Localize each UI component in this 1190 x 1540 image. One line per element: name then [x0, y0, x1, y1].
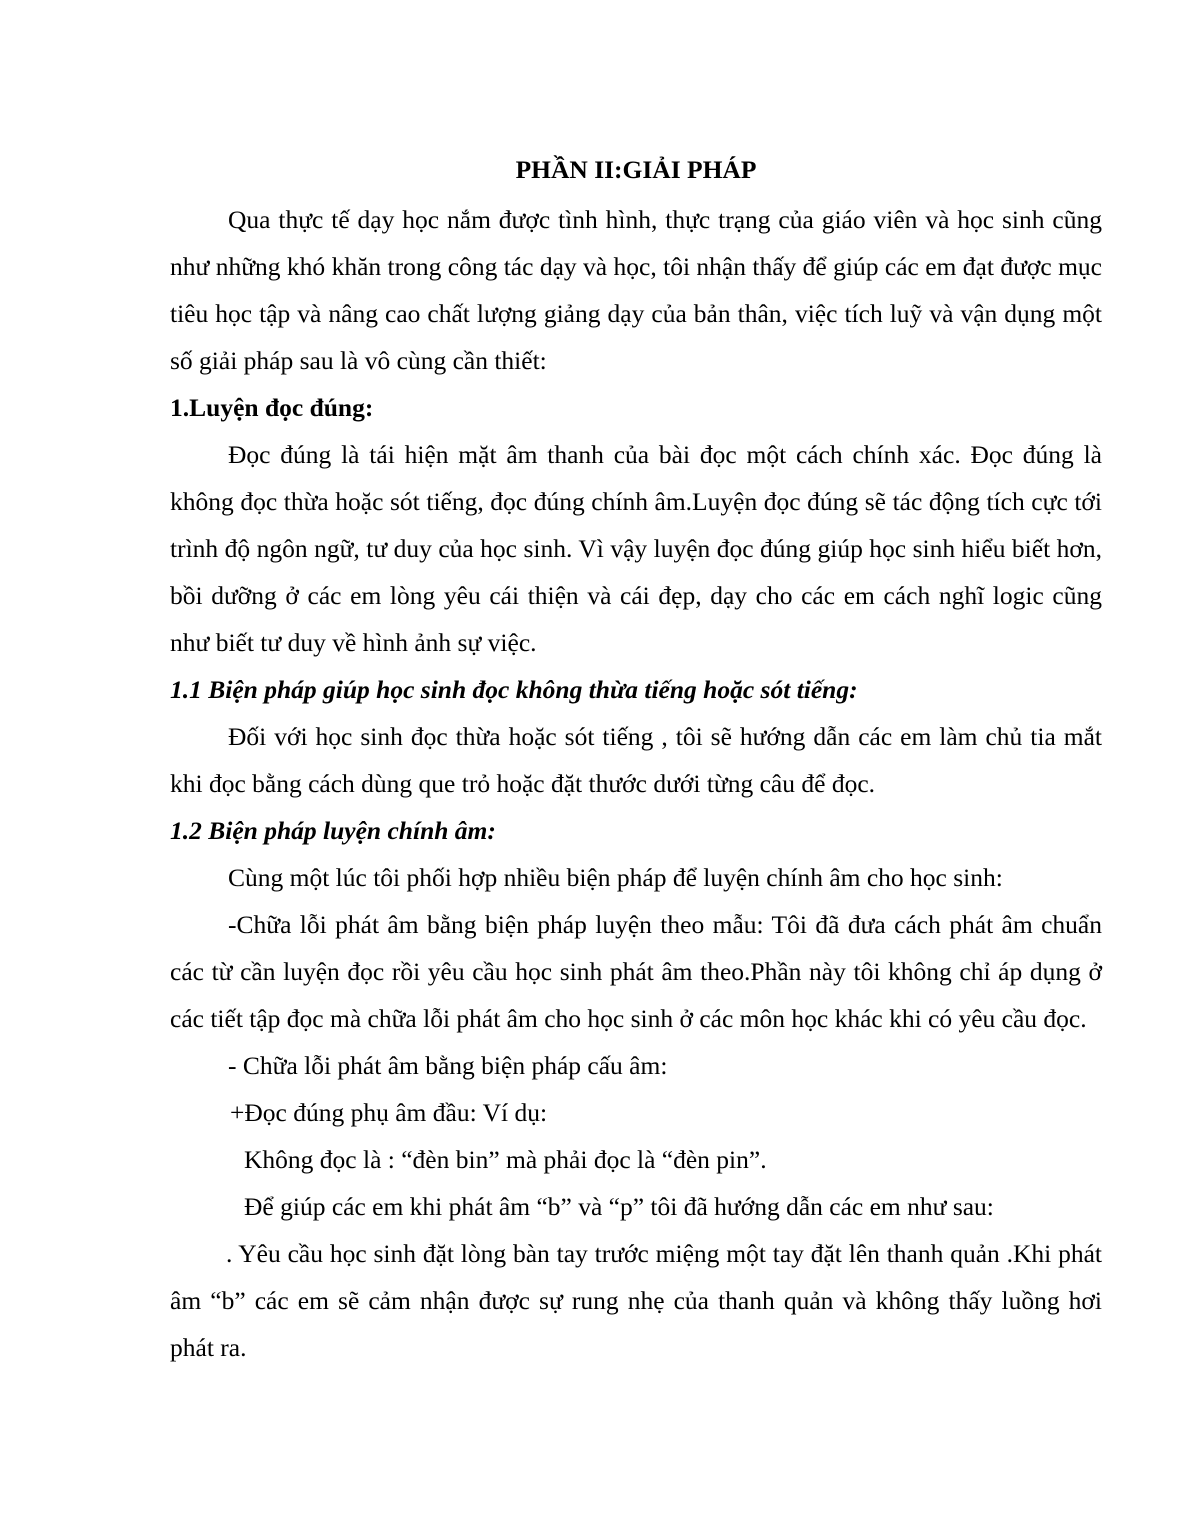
- method-articulation-line: - Chữa lỗi phát âm bằng biện pháp cấu âm:: [228, 1051, 668, 1080]
- section-1-1-heading: 1.1 Biện pháp giúp học sinh đọc không thừa tiếng hoặc sót tiếng:: [170, 675, 858, 704]
- document-page: [170, 150, 1102, 1371]
- example-line: Không đọc là : “đèn bin” mà phải đọc là “đèn pin”.: [244, 1145, 767, 1174]
- section-1-1-paragraph: Đối với học sinh đọc thừa hoặc sót tiếng , tôi sẽ hướng dẫn các em làm chủ tia mắt khi đọc bằng cách dùng que trỏ hoặc đặt thước dưới từng câu để đọc.: [170, 722, 1102, 798]
- guide-step-paragraph: . Yêu cầu học sinh đặt lòng bàn tay trước miệng một tay đặt lên thanh quản .Khi phát âm “b” các em sẽ cảm nhận được sự rung nhẹ của thanh quản và không thấy luồng hơi phát ra.: [170, 1239, 1102, 1362]
- section-1-paragraph: Đọc đúng là tái hiện mặt âm thanh của bài đọc một cách chính xác. Đọc đúng là không đọc thừa hoặc sót tiếng, đọc đúng chính âm.Luyện đọc đúng sẽ tác động tích cực tới trình độ ngôn ngữ, tư duy của học sinh. Vì vậy luyện đọc đúng giúp học sinh hiểu biết hơn, bồi dưỡng ở các em lòng yêu cái thiện và cái đẹp, dạy cho các em cách nghĩ logic cũng như biết tư duy về hình ảnh sự việc.: [170, 440, 1102, 657]
- intro-paragraph: Qua thực tế dạy học nắm được tình hình, thực trạng của giáo viên và học sinh cũng như những khó khăn trong công tác dạy và học, tôi nhận thấy để giúp các em đạt được mục tiêu học tập và nâng cao chất lượng giảng dạy của bản thân, việc tích luỹ và vận dụng một số giải pháp sau là vô cùng cần thiết:: [170, 205, 1102, 375]
- section-1-2-heading: 1.2 Biện pháp luyện chính âm:: [170, 816, 496, 845]
- section-1-2-intro: Cùng một lúc tôi phối hợp nhiều biện pháp để luyện chính âm cho học sinh:: [228, 863, 1003, 892]
- guide-intro-line: Để giúp các em khi phát âm “b” và “p” tôi đã hướng dẫn các em như sau:: [244, 1192, 994, 1221]
- initial-consonant-line: +Đọc đúng phụ âm đầu: Ví dụ:: [230, 1098, 548, 1127]
- page-title: PHẦN II:GIẢI PHÁP: [515, 155, 757, 184]
- section-1-heading: 1.Luyện đọc đúng:: [170, 393, 374, 422]
- method-sample-paragraph: -Chữa lỗi phát âm bằng biện pháp luyện theo mẫu: Tôi đã đưa cách phát âm chuẩn các từ cần luyện đọc rồi yêu cầu học sinh phát âm theo.Phần này tôi không chỉ áp dụng ở các tiết tập đọc mà chữa lỗi phát âm cho học sinh ở các môn học khác khi có yêu cầu đọc.: [170, 910, 1102, 1033]
